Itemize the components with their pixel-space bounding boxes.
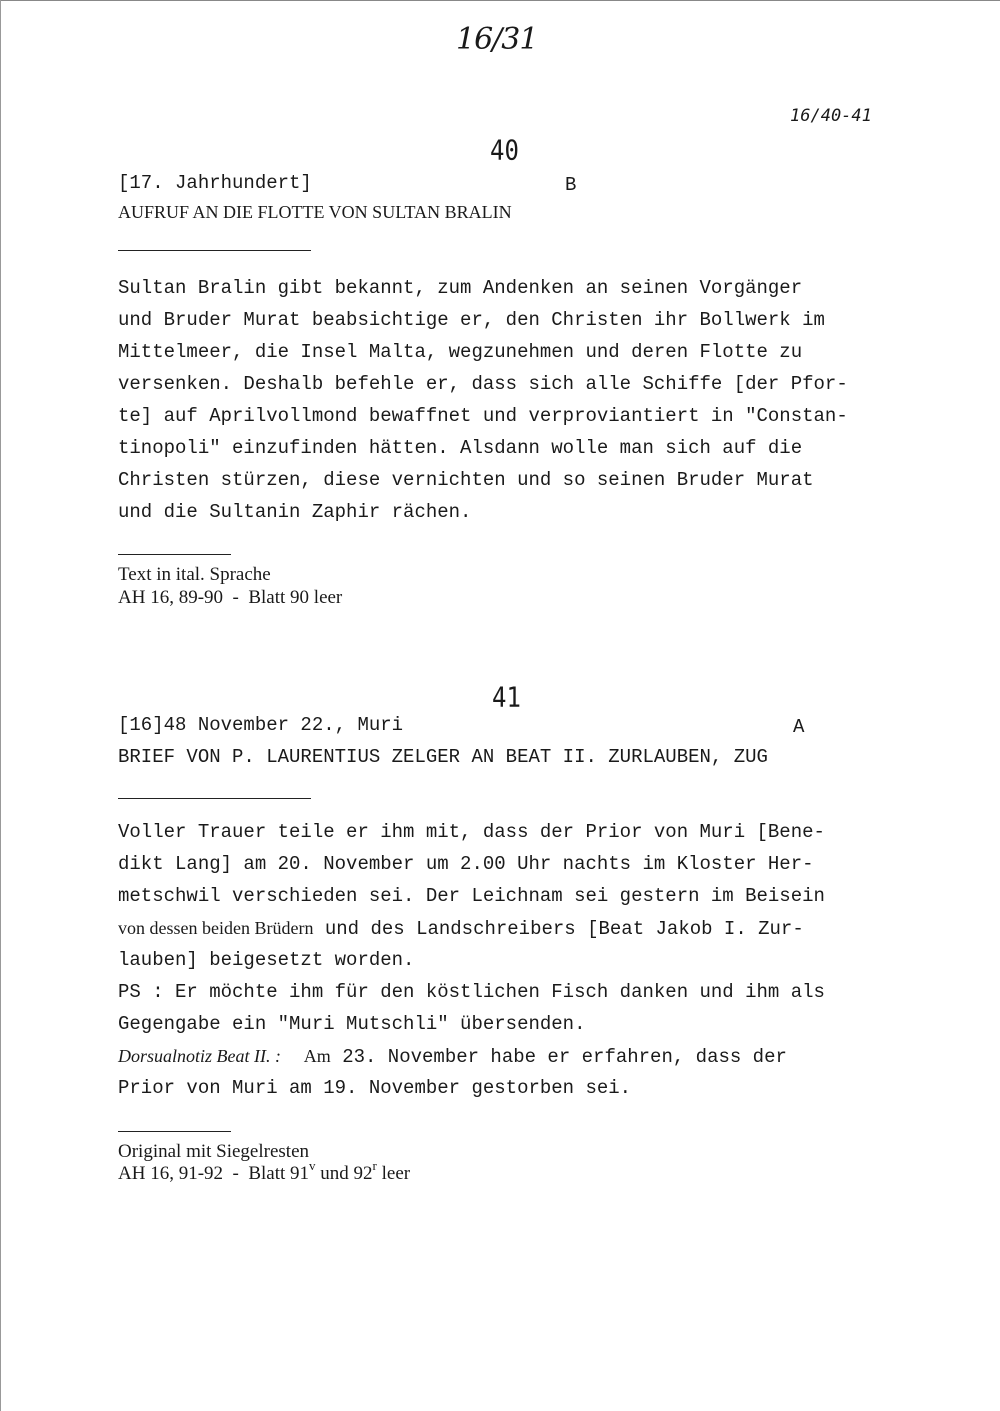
- doc40-line-8: und die Sultanin Zaphir rächen.: [118, 501, 472, 523]
- doc40-title-rule: [118, 250, 311, 251]
- doc41-line-3: metschwil verschieden sei. Der Leichnam sei gestern im Beisein: [118, 885, 825, 907]
- document-number-41: 41: [492, 681, 521, 714]
- doc40-line-4: versenken. Deshalb befehle er, dass sich alle Schiffe [der Pfor-: [118, 373, 848, 395]
- doc40-line-2: und Bruder Murat beabsichtige er, den Christen ihr Bollwerk im: [118, 309, 825, 331]
- doc40-note-archive: AH 16, 89-90 - Blatt 90 leer: [118, 587, 343, 608]
- dorsal-label: Dorsualnotiz Beat II. :: [118, 1046, 281, 1066]
- doc41-title: BRIEF VON P. LAURENTIUS ZELGER AN BEAT II. ZURLAUBEN, ZUG: [118, 746, 768, 768]
- doc40-note-language: Text in ital. Sprache: [118, 564, 271, 585]
- doc40-line-6: tinopoli" einzufinden hätten. Alsdann wolle man sich auf die: [118, 437, 803, 459]
- doc41-date: [16]48 November 22., Muri: [118, 714, 404, 736]
- document-number-40: 40: [490, 134, 519, 167]
- doc41-note-archive-main: AH 16, 91-92 - Blatt 91: [118, 1163, 310, 1184]
- handwritten-archive-mark: 16/31: [456, 22, 538, 57]
- doc41-line-7: Gegengabe ein "Muri Mutschli" übersenden.: [118, 1013, 586, 1035]
- doc40-date: [17. Jahrhundert]: [118, 172, 312, 194]
- doc41-dorsal-line: [118, 1040, 898, 1072]
- doc40-note-rule: [118, 554, 231, 555]
- doc41-line-4-correction: von dessen beiden Brüdern: [118, 918, 314, 938]
- doc41-note-92: 92: [353, 1163, 373, 1184]
- doc41-dorsal-line-2: Prior von Muri am 19. November gestorben sei.: [118, 1077, 632, 1099]
- doc41-note-rule: [118, 1131, 231, 1132]
- doc41-line-1: Voller Trauer teile er ihm mit, dass der Prior von Muri [Bene-: [118, 821, 825, 843]
- doc41-line-5: lauben] beigesetzt worden.: [118, 949, 415, 971]
- dorsal-rest: 23. November habe er erfahren, dass der: [342, 1046, 787, 1068]
- scan-border-left: [0, 0, 1, 1411]
- doc41-summary: [118, 816, 898, 1104]
- doc40-line-1: Sultan Bralin gibt bekannt, zum Andenken an seinen Vorgänger: [118, 277, 803, 299]
- doc41-note-original: Original mit Siegelresten: [118, 1141, 310, 1162]
- doc41-note-archive: [118, 1158, 411, 1185]
- doc41-note-sup-r: r: [372, 1158, 377, 1173]
- doc40-letter: B: [565, 174, 577, 196]
- doc41-letter: A: [793, 716, 805, 738]
- doc40-line-7: Christen stürzen, diese vernichten und so seinen Bruder Murat: [118, 469, 814, 491]
- doc40-line-5: te] auf Aprilvollmond bewaffnet und verproviantiert in "Constan-: [118, 405, 848, 427]
- doc41-note-und: und: [320, 1163, 349, 1184]
- doc41-line-2: dikt Lang] am 20. November um 2.00 Uhr nachts im Kloster Her-: [118, 853, 814, 875]
- doc40-line-3: Mittelmeer, die Insel Malta, wegzunehmen und deren Flotte zu: [118, 341, 803, 363]
- doc41-note-sup-v: v: [309, 1158, 316, 1173]
- doc41-note-leer: leer: [381, 1163, 411, 1184]
- doc41-line-6: PS : Er möchte ihm für den köstlichen Fisch danken und ihm als: [118, 981, 825, 1003]
- doc40-title: AUFRUF AN DIE FLOTTE VON SULTAN BRALIN: [118, 202, 512, 222]
- dorsal-am: Am: [303, 1046, 331, 1066]
- folio-reference: 16/40-41: [790, 106, 872, 126]
- doc41-title-rule: [118, 798, 311, 799]
- doc41-line-4-rest: und des Landschreibers [Beat Jakob I. Zur-: [313, 918, 804, 940]
- scan-border-top: [0, 0, 1000, 1]
- doc40-summary: [118, 272, 898, 528]
- doc41-line-4: [118, 912, 898, 944]
